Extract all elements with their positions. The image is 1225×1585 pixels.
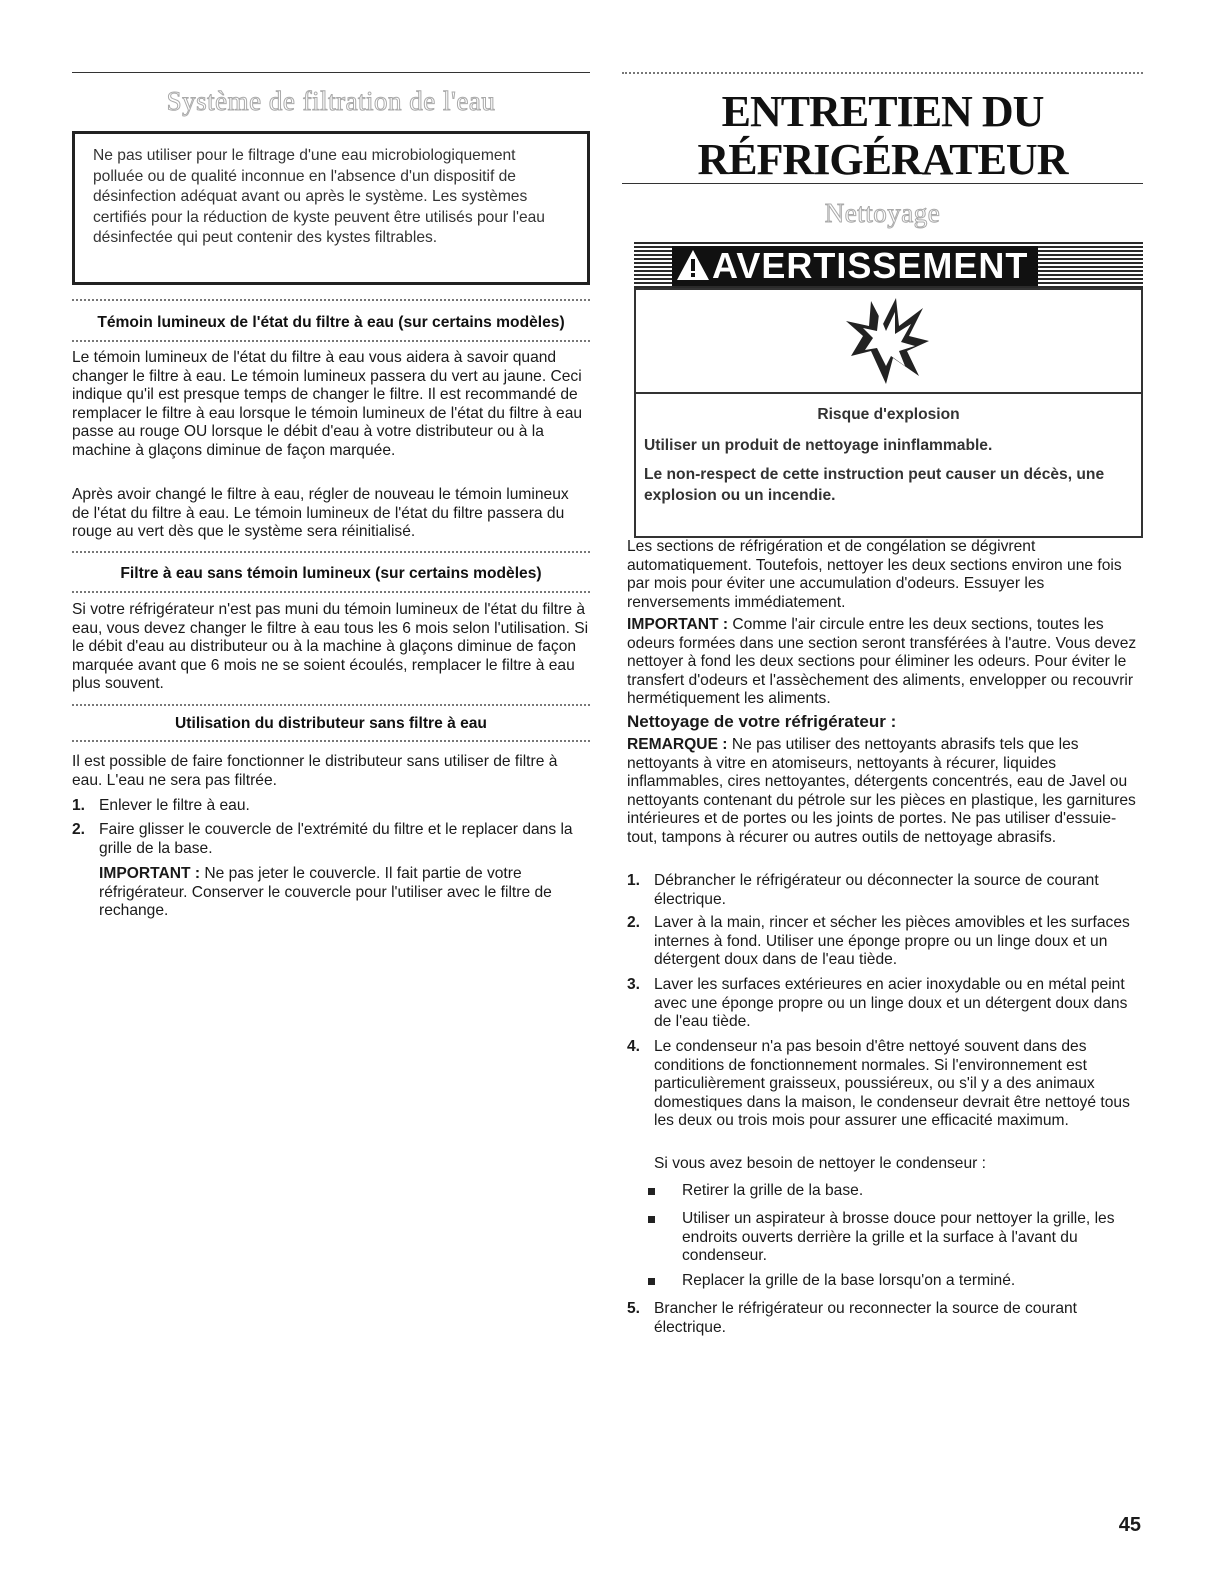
important-note-odors <box>627 616 1143 709</box>
page-number: 45 <box>1118 1514 1141 1536</box>
step-number: 2. <box>72 821 86 838</box>
bullet-icon <box>648 1216 655 1223</box>
filter-caution-box <box>72 131 590 285</box>
condenser-intro: Si vous avez besoin de nettoyer le condenseur : <box>654 1155 987 1172</box>
warning-triangle-icon <box>676 249 710 281</box>
risk-line-1: Utiliser un produit de nettoyage ininflammable. <box>644 437 993 454</box>
important-label: IMPORTANT : <box>99 865 201 882</box>
warning-text-box <box>634 394 1143 538</box>
page-title-line-2: RÉFRIGÉRATEUR <box>697 135 1068 184</box>
section-title-cleaning: Nettoyage <box>824 198 941 228</box>
bullet-icon <box>648 1188 655 1195</box>
heading-cleaning-fridge: Nettoyage de votre réfrigérateur : <box>627 712 897 731</box>
important-label: IMPORTANT : <box>627 616 729 633</box>
remarque-label: REMARQUE : <box>627 736 728 753</box>
warning-label-text: AVERTISSEMENT <box>712 245 1029 286</box>
bullet-text: Replacer la grille de la base lorsqu'on a terminé. <box>682 1272 1016 1289</box>
heading-dispenser-no-filter: Utilisation du distributeur sans filtre à eau <box>175 715 487 732</box>
bullet-text: Retirer la grille de la base. <box>682 1182 864 1199</box>
step-text: Le condenseur n'a pas besoin d'être nettoyé souvent dans des conditions de fonctionnement normales. Si l'environnement est particulièrement graisseux, poussiéreux, ou s'il y a des animaux domestiques dans la maison, le condenseur devrait être nettoyé tous les deux ou trois mois pour assurer une efficacité maximum. <box>654 1038 1130 1130</box>
list-item <box>627 872 1143 912</box>
list-item <box>648 1272 1143 1292</box>
warning-banner <box>634 242 1143 288</box>
paragraph-cleaning-intro: Les sections de réfrigération et de congélation se dégivrent automatiquement. Toutefois, nettoyer les deux sections environ une fois par mois pour éviter une accumulation d'odeurs. Essuyer les renversements immédiatement. <box>627 538 1122 611</box>
dotted-divider <box>72 591 590 593</box>
step-text: Faire glisser le couvercle de l'extrémité du filtre et le replacer dans la grille de la base. <box>99 821 573 857</box>
heading-filter-status-light: Témoin lumineux de l'état du filtre à eau (sur certains modèles) <box>97 314 565 331</box>
list-item <box>627 914 1143 974</box>
paragraph-filter-no-light: Si votre réfrigérateur n'est pas muni du témoin lumineux de l'état du filtre à eau, vous devez changer le filtre à eau tous les 6 mois selon l'utilisation. Si le débit d'eau au distributeur ou à la machine à glaçons diminue de façon marquée avant que 6 mois ne se soient écoulés, remplacer le filtre à eau plus souvent. <box>72 601 589 693</box>
step-text: Laver les surfaces extérieures en acier inoxydable ou en métal peint avec une éponge propre ou un linge doux et un détergent doux dans de l'eau tiède. <box>654 976 1128 1031</box>
top-dotted-rule <box>622 72 1143 74</box>
risk-title: Risque d'explosion <box>817 406 960 423</box>
step-number: 1. <box>72 797 86 814</box>
step-text: Débrancher le réfrigérateur ou déconnecter la source de courant électrique. <box>654 872 1099 908</box>
list-item <box>648 1210 1143 1268</box>
step-number: 5. <box>627 1300 641 1317</box>
step-text: Brancher le réfrigérateur ou reconnecter la source de courant électrique. <box>654 1300 1077 1336</box>
important-note-cover <box>99 865 590 921</box>
heading-filter-no-light: Filtre à eau sans témoin lumineux (sur certains modèles) <box>120 565 542 582</box>
risk-line-2: Le non-respect de cette instruction peut causer un décès, une explosion ou un incendie. <box>644 466 1105 504</box>
remarque-text: Ne pas utiliser des nettoyants abrasifs tels que les nettoyants à vitre en atomiseurs, nettoyants à récurer, liquides inflammables, cires nettoyantes, détergents concentrés, eau de Javel ou nettoyants contenant du pétrole sur les pièces en plastique, les garnitures intérieures et de portes ou les joints de portes. Ne pas utiliser d'essuie-tout, tampons à récurer ou autres outils de nettoyage abrasifs. <box>627 736 1136 846</box>
dotted-divider <box>72 704 590 706</box>
dotted-divider <box>72 299 590 301</box>
list-item <box>72 797 590 817</box>
paragraph-status-light-2: Après avoir changé le filtre à eau, régler de nouveau le témoin lumineux de l'état du filtre à eau. Le témoin lumineux de l'état du filtre passera du rouge au vert dès que le système sera réinitialisé. <box>72 486 569 541</box>
remarque-note <box>627 736 1143 848</box>
list-item <box>627 976 1143 1036</box>
top-rule <box>72 72 590 73</box>
section-title-water-filtration: Système de filtration de l'eau <box>166 86 496 116</box>
list-item <box>627 1038 1143 1153</box>
step-number: 3. <box>627 976 641 993</box>
page-title-line-1: ENTRETIEN DU <box>721 87 1044 136</box>
list-item <box>72 821 590 861</box>
filter-caution-text: Ne pas utiliser pour le filtrage d'une eau microbiologiquement polluée ou de qualité inconnue en l'absence d'un dispositif de désinfection adéquat avant ou après le système. Les systèmes certifiés pour la réduction de kyste peuvent être utilisés pour l'eau désinfectée qui peut contenir des kystes filtrables. <box>93 147 545 246</box>
paragraph-status-light-1: Le témoin lumineux de l'état du filtre à eau vous aidera à savoir quand changer le filtre à eau. Le témoin lumineux passera du vert au jaune. Ceci indique qu'il est presque temps de changer le filtre. Il est recommandé de remplacer le filtre à eau lorsque le témoin lumineux de l'état du filtre à eau passe au rouge OU lorsque le débit d'eau à votre distributeur ou à la machine à glaçons diminue de façon marquée. <box>72 349 583 459</box>
page-title <box>622 88 1143 184</box>
explosion-icon <box>841 296 931 386</box>
paragraph-dispenser-no-filter: Il est possible de faire fonctionner le distributeur sans utiliser de filtre à eau. L'eau ne sera pas filtrée. <box>72 753 558 789</box>
title-rule <box>622 183 1143 184</box>
important-text: Ne pas jeter le couvercle. Il fait partie de votre réfrigérateur. Conserver le couvercle pour l'utiliser avec le filtre de rechange. <box>99 865 552 920</box>
bullet-icon <box>648 1278 655 1285</box>
step-text: Laver à la main, rincer et sécher les pièces amovibles et les surfaces internes à fond. Utiliser une éponge propre ou un linge doux et un détergent doux dans de l'eau tiède. <box>654 914 1130 969</box>
dotted-divider <box>72 740 590 742</box>
dotted-divider <box>72 340 590 342</box>
list-item <box>627 1300 1143 1340</box>
step-number: 1. <box>627 872 641 889</box>
step-text: Enlever le filtre à eau. <box>99 797 250 814</box>
dotted-divider <box>72 551 590 553</box>
list-item <box>648 1182 1143 1202</box>
step-number: 2. <box>627 914 641 931</box>
warning-label <box>672 246 1038 286</box>
warning-icon-box <box>634 288 1143 394</box>
bullet-text: Utiliser un aspirateur à brosse douce pour nettoyer la grille, les endroits ouverts derrière la grille et la surface à l'avant du condenseur. <box>682 1210 1115 1265</box>
step-number: 4. <box>627 1038 641 1055</box>
important-text: Comme l'air circule entre les deux sections, toutes les odeurs formées dans une section seront transférées à l'autre. Vous devez nettoyer à fond les deux sections pour éliminer les odeurs. Pour éviter le transfert d'odeurs et l'assèchement des aliments, envelopper ou recouvrir hermétiquement les aliments. <box>627 616 1137 708</box>
